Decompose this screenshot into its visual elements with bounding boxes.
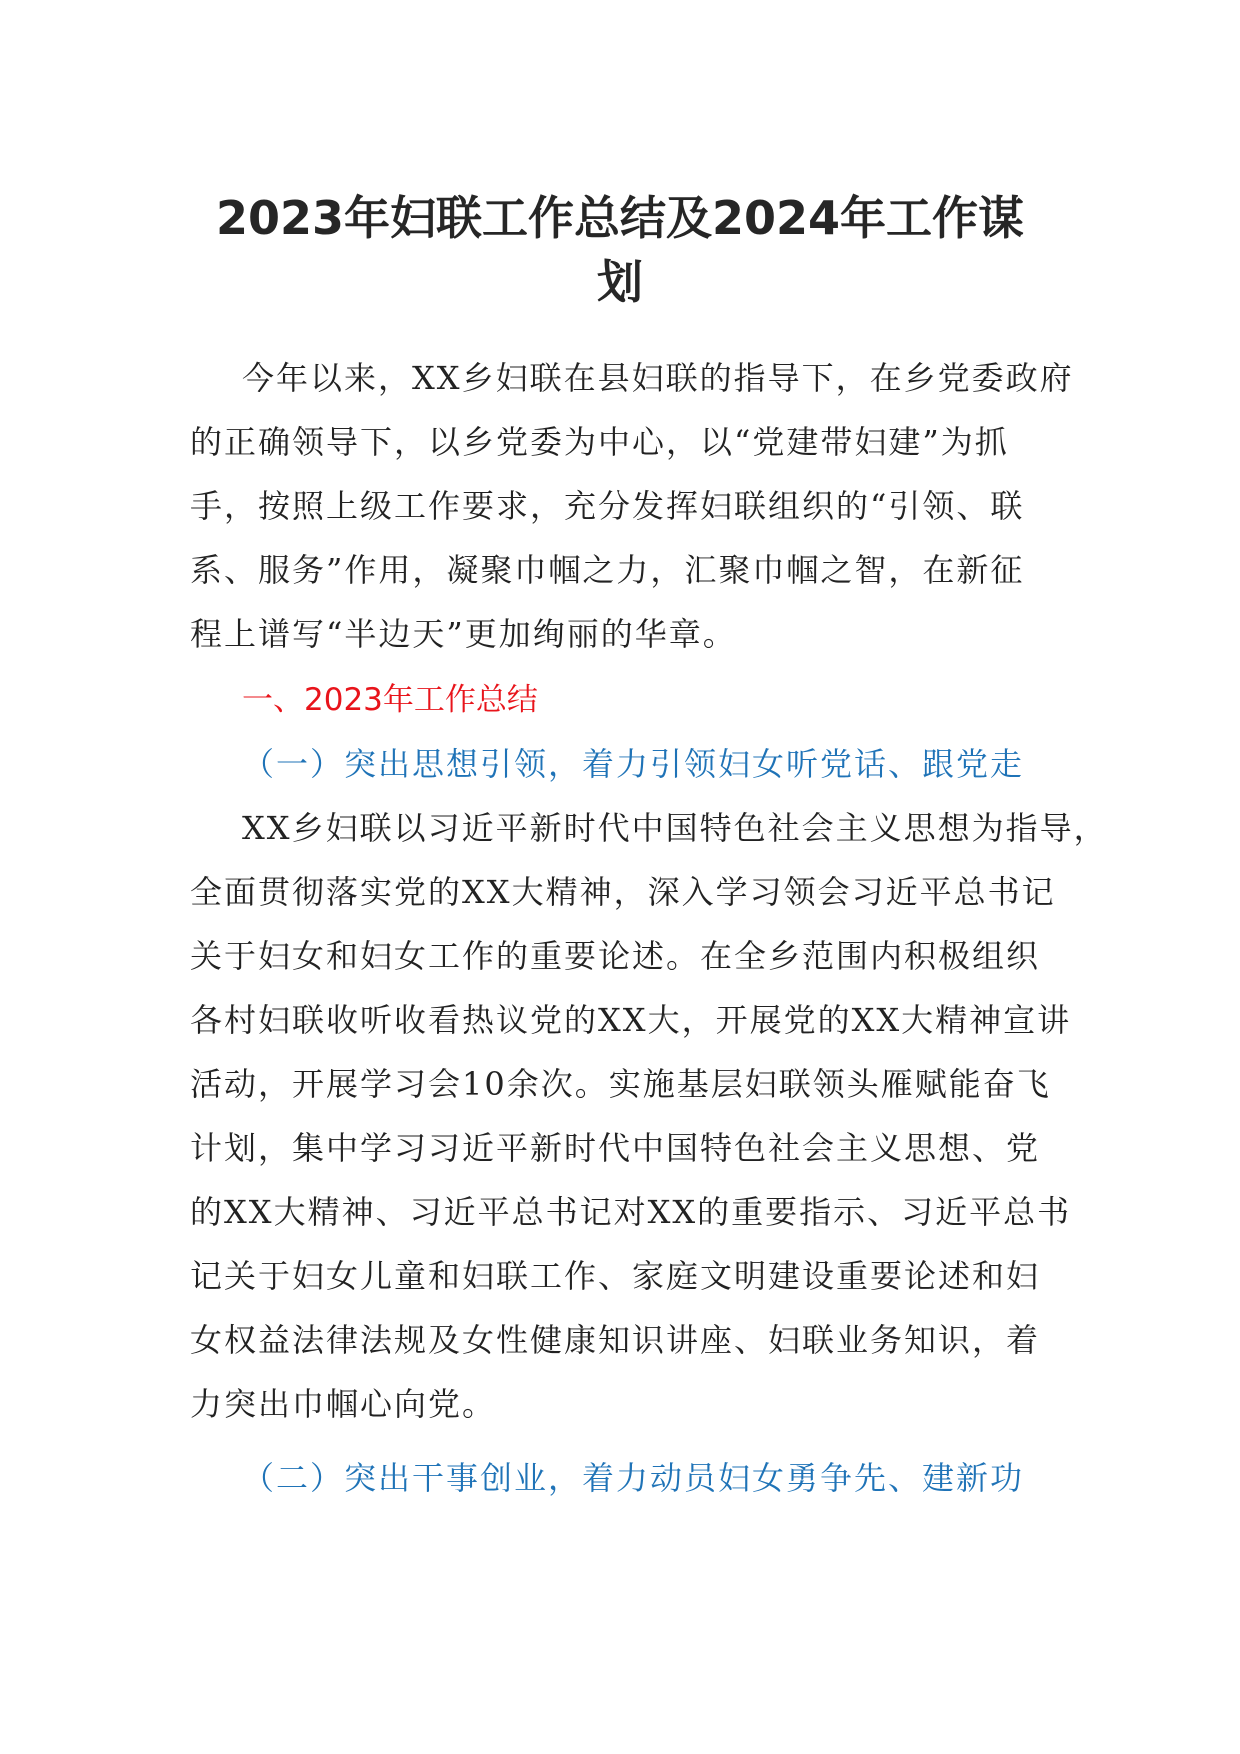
body-line: 活动，开展学习会10余次。实施基层妇联领头雁赋能奋飞: [190, 1065, 1051, 1103]
intro-line: 手，按照上级工作要求，充分发挥妇联组织的“引领、联: [190, 487, 1025, 525]
intro-line: 今年以来，XX乡妇联在县妇联的指导下，在乡党委政府: [242, 359, 1074, 397]
body-line: 记关于妇女儿童和妇联工作、家庭文明建设重要论述和妇: [190, 1257, 1041, 1295]
body-line: 女权益法律法规及女性健康知识讲座、妇联业务知识，着: [190, 1321, 1041, 1359]
title-line-1: 2023年妇联工作总结及2024年工作谋: [215, 191, 1025, 245]
intro-line: 的正确领导下，以乡党委为中心，以“党建带妇建”为抓: [190, 423, 1009, 461]
body-line: XX乡妇联以习近平新时代中国特色社会主义思想为指导，: [242, 809, 1108, 847]
subsection-heading: （一）突出思想引领，着力引领妇女听党话、跟党走: [242, 745, 1025, 783]
body-line: 关于妇女和妇女工作的重要论述。在全乡范围内积极组织: [190, 937, 1041, 975]
body-line: 各村妇联收听收看热议党的XX大，开展党的XX大精神宣讲: [190, 1001, 1072, 1039]
intro-line: 系、服务”作用，凝聚巾帼之力，汇聚巾帼之智，在新征: [190, 551, 1025, 589]
title-line-2: 划: [597, 255, 643, 309]
subsection-heading: （二）突出干事创业，着力动员妇女勇争先、建新功: [242, 1459, 1025, 1497]
body-line: 力突出巾帼心向党。: [190, 1385, 497, 1423]
intro-line: 程上谱写“半边天”更加绚丽的华章。: [190, 615, 737, 653]
body-line: 的XX大精神、习近平总书记对XX的重要指示、习近平总书: [190, 1193, 1072, 1231]
body-line: 计划，集中学习习近平新时代中国特色社会主义思想、党: [190, 1129, 1041, 1167]
section-heading: 一、2023年工作总结: [242, 682, 538, 718]
body-line: 全面贯彻落实党的XX大精神，深入学习领会习近平总书记: [190, 873, 1056, 911]
document-title: [150, 186, 1090, 314]
